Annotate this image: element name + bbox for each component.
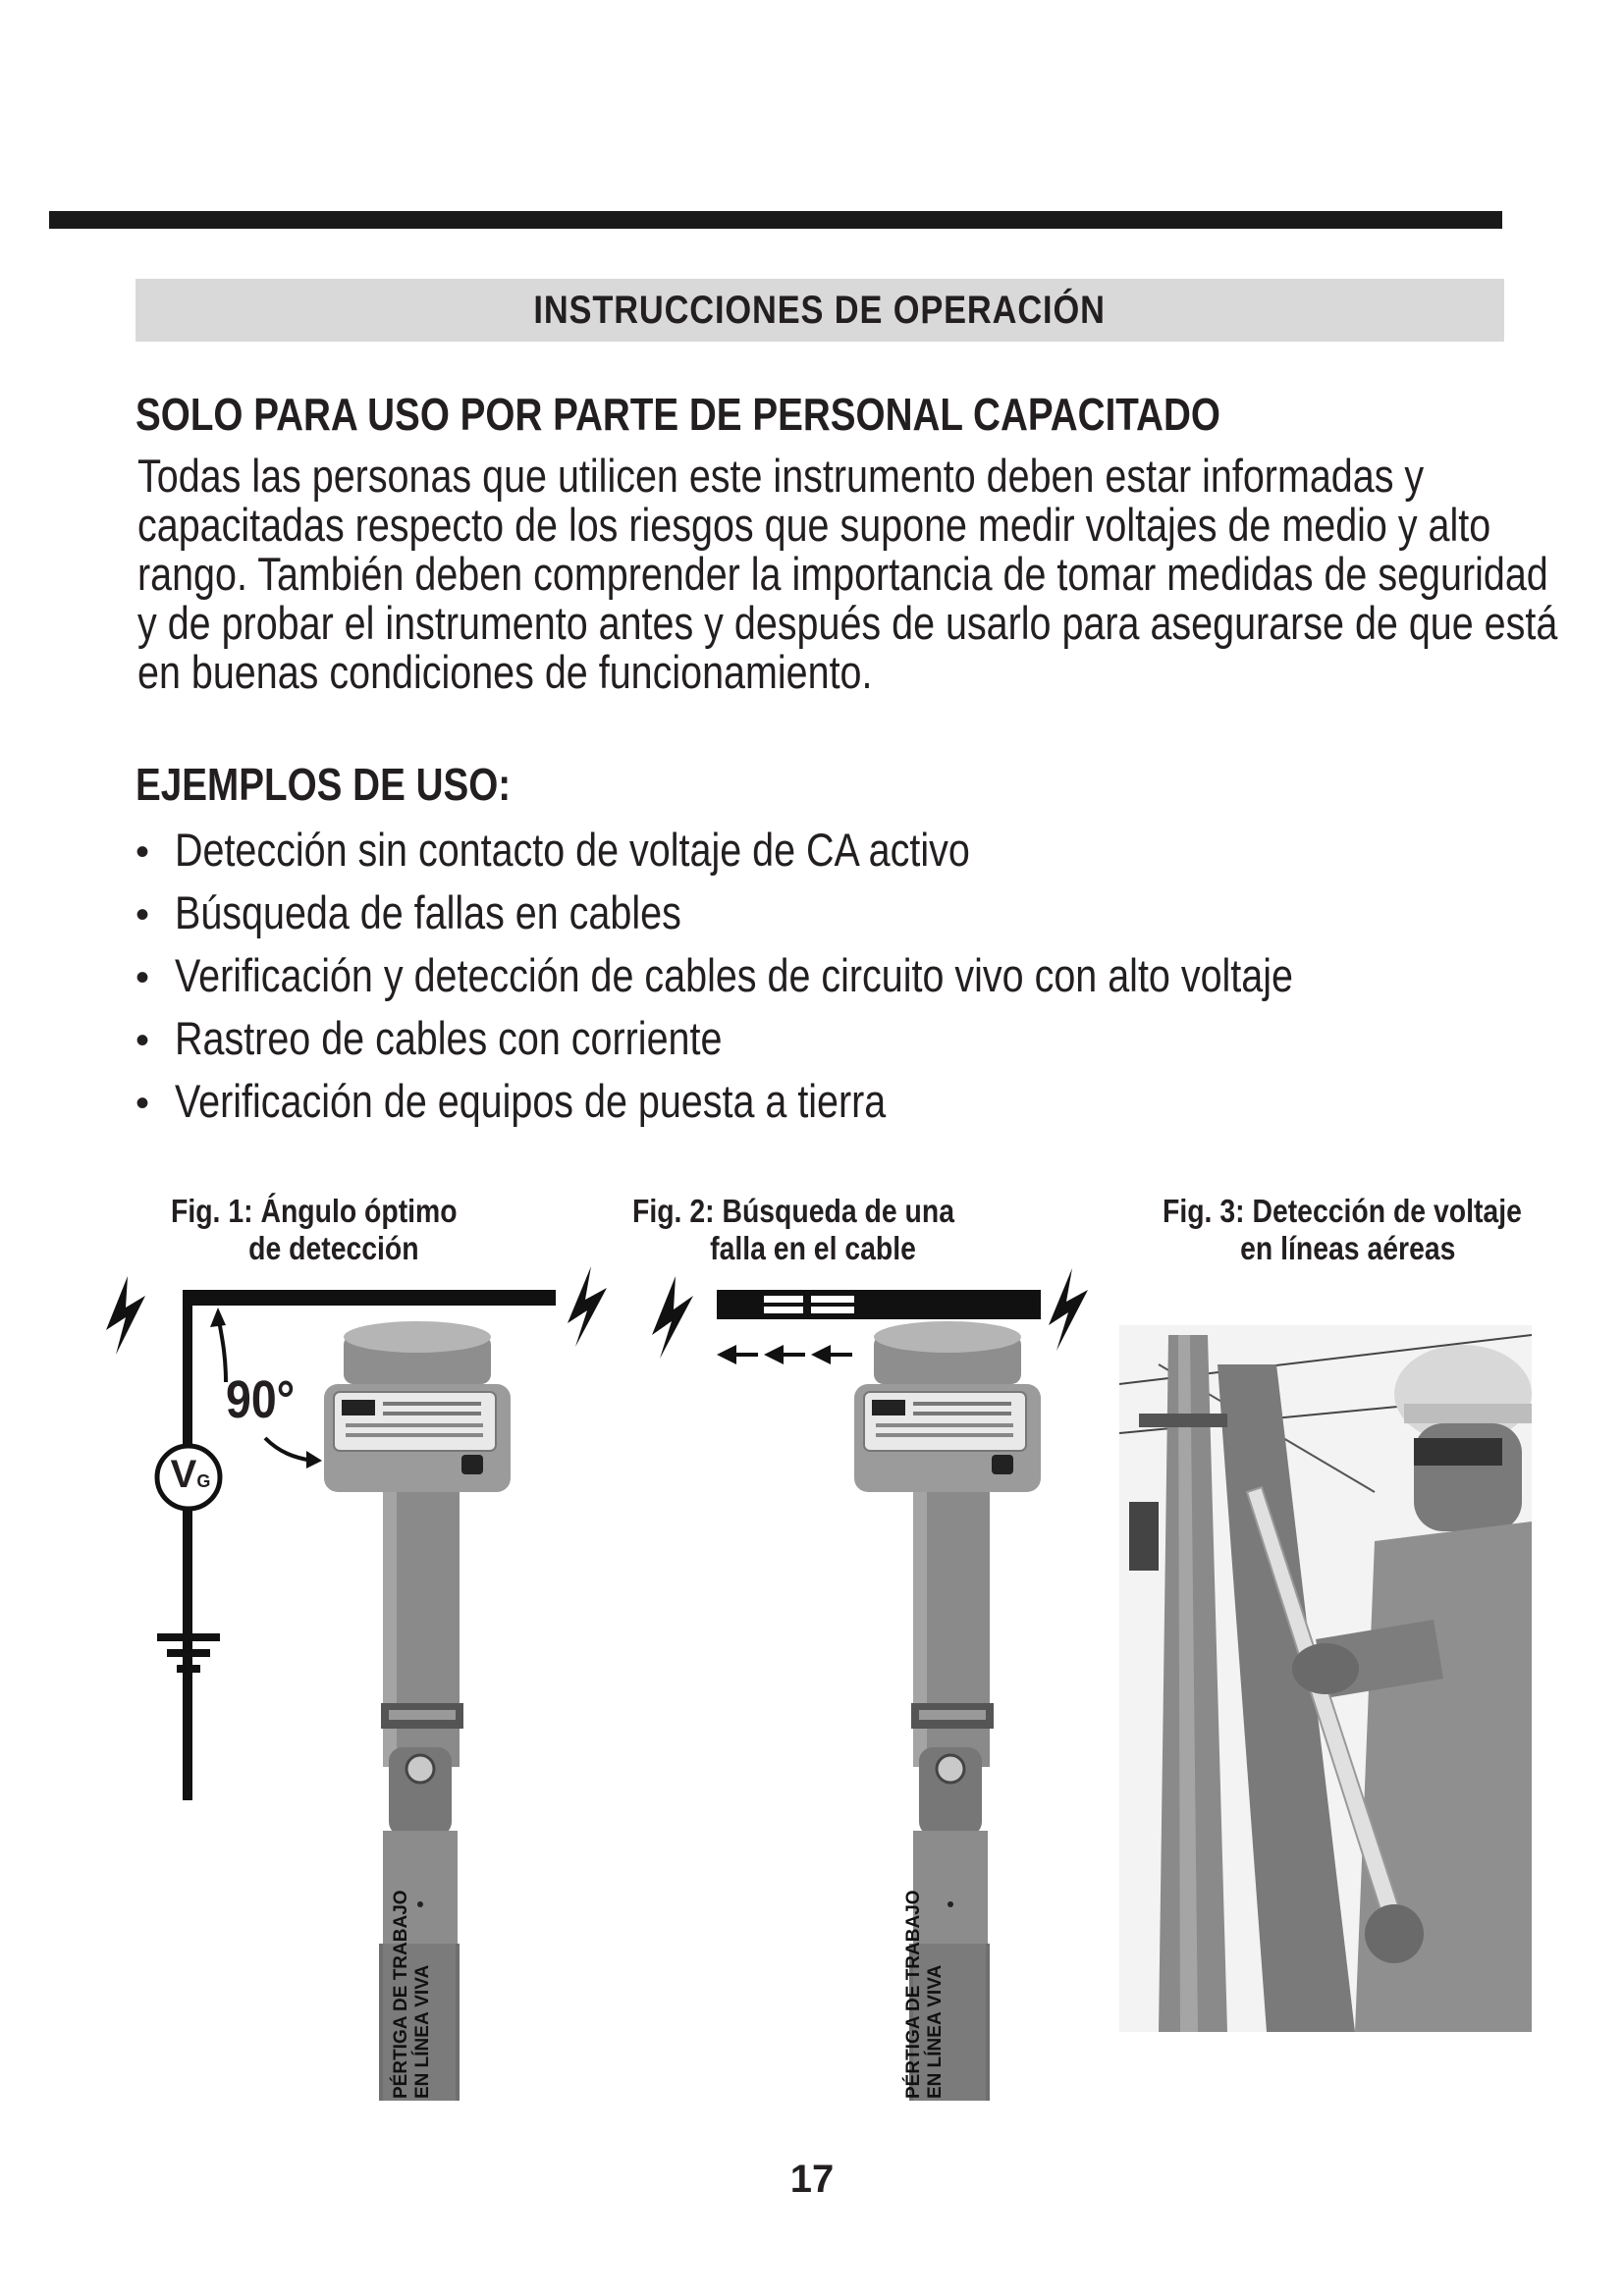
page-number: 17 bbox=[789, 2158, 835, 2201]
section-heading-training: SOLO PARA USO POR PARTE DE PERSONAL CAPACITADO bbox=[135, 389, 1220, 440]
section-banner bbox=[135, 279, 1504, 342]
fig3-photo bbox=[1119, 1325, 1532, 2032]
paragraph-line: y de probar el instrumento antes y después de usarlo para asegurarse de que está bbox=[137, 597, 1558, 649]
fig1-illustration bbox=[88, 1256, 619, 2101]
paragraph-line: en buenas condiciones de funcionamiento. bbox=[137, 646, 873, 698]
fig2-caption: Fig. 2: Búsqueda de una falla en el cable bbox=[632, 1193, 954, 1266]
arrow-left-icon bbox=[811, 1345, 852, 1364]
page-title: INSTRUCCIONES DE OPERACIÓN bbox=[533, 288, 1107, 332]
fig3-caption: Fig. 3: Detección de voltaje en líneas aéreas bbox=[1163, 1193, 1522, 1266]
top-rule bbox=[49, 211, 1502, 229]
fig1-caption: Fig. 1: Ángulo óptimo de detección bbox=[171, 1193, 458, 1266]
arrow-left-icon bbox=[764, 1345, 805, 1364]
meter-label: VG bbox=[170, 1453, 211, 1496]
angle-label: 90° bbox=[226, 1370, 296, 1429]
pole-label: PÉRTIGA DE TRABAJO EN LÍNEA VIVA bbox=[903, 1890, 946, 2099]
lightning-icon bbox=[568, 1266, 607, 1347]
arrow-left-icon bbox=[717, 1345, 758, 1364]
paragraph-line: capacitadas respecto de los riesgos que supone medir voltajes de medio y alto bbox=[137, 499, 1491, 551]
section-heading-examples: EJEMPLOS DE USO: bbox=[135, 759, 512, 810]
intro-paragraph bbox=[137, 450, 1558, 698]
paragraph-line: Todas las personas que utilicen este instrumento deben estar informadas y bbox=[137, 450, 1425, 502]
lightning-icon bbox=[106, 1276, 145, 1355]
fig2-illustration bbox=[638, 1256, 1090, 2101]
pole-label: PÉRTIGA DE TRABAJO EN LÍNEA VIVA bbox=[391, 1890, 433, 2099]
paragraph-line: rango. También deben comprender la importancia de tomar medidas de seguridad bbox=[137, 548, 1548, 600]
lightning-icon bbox=[1049, 1268, 1088, 1351]
lightning-icon bbox=[652, 1276, 693, 1359]
